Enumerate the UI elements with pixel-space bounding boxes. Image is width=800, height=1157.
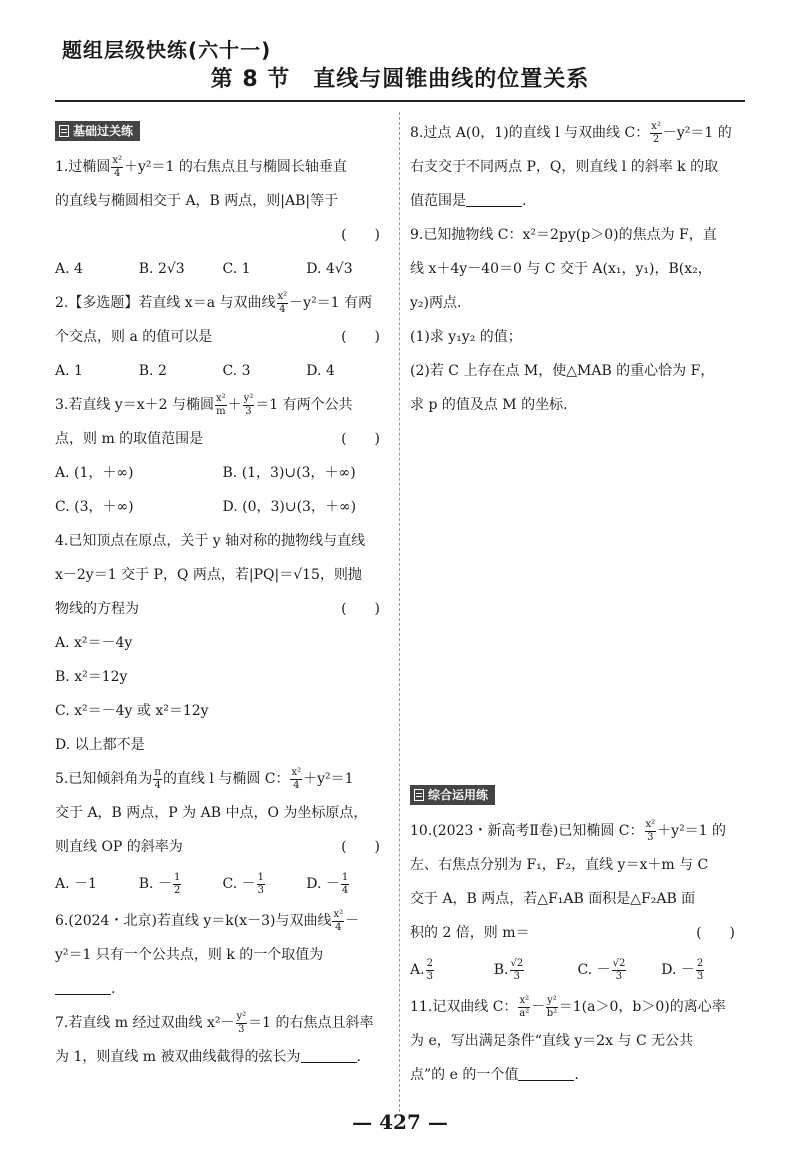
option-a: A. －1	[55, 876, 97, 892]
page-number: — 427 —	[352, 1110, 448, 1134]
options	[410, 950, 745, 990]
option-d: D. (0，3)∪(3，＋∞)	[222, 499, 357, 515]
question-5: 5.已知倾斜角为 $\frac{\pi}{4}$ 的直线 l 与椭圆 C： $\frac{\text{x²}}{4}$ ＋y²＝1 交于 A，B 两点，P 为 AB 中点，O 为坐标原点， 则直线 OP 的斜率为 ( ) A. －1 B. － $\frac{1}{2}$ C. － $\frac{1}{3}$ D. － $\frac{1}{4}$	[55, 762, 390, 904]
fraction: $\frac{\text{x²}}{4}$	[112, 154, 123, 179]
question-7: 7.若直线 m 经过双曲线 x²－ $\frac{\text{y²}}{3}$ ＝1 的右焦点且斜率 为 1，则直线 m 被双曲线截得的弦长为 .	[55, 1010, 374, 1065]
answer-paren: ( )	[341, 839, 380, 855]
answer-paren: ( )	[341, 329, 380, 345]
question-6: 6.(2024・北京)若直线 y＝k(x－3)与双曲线 $\frac{\text{x²}}{4}$ － y²＝1 只有一个公共点，则 k 的一个取值为 .	[55, 908, 360, 997]
options	[55, 354, 390, 388]
section-comprehensive: 综合运用练	[410, 785, 495, 805]
option-d: D. － $\frac{2}{3}$	[661, 957, 704, 982]
option-b: B. $\frac{√2}{3}$	[493, 957, 524, 982]
answer-blank[interactable]	[518, 1066, 574, 1081]
answer-space	[410, 422, 745, 780]
option-c: C. － $\frac{√2}{3}$	[577, 957, 626, 982]
notebook-icon	[414, 789, 424, 801]
page-title: 第 8 节 直线与圆锥曲线的位置关系	[210, 67, 590, 92]
answer-blank[interactable]	[466, 192, 522, 207]
answer-paren: ( )	[341, 431, 380, 447]
question-2: 2.【多选题】若直线 x＝a 与双曲线 $\frac{\text{x²}}{4}$ －y²＝1 有两 个交点，则 a 的值可以是 ( ) A. 1 B. 2 C. 3 D. 4	[55, 286, 390, 388]
question-3: 3.若直线 y＝x＋2 与椭圆 $\frac{\text{x²}}{m}$ ＋ $\frac{\text{y²}}{3}$ ＝1 有两个公共 点，则 m 的取值范围是 ( ) A. (1，＋∞) B. (1，3)∪(3，＋∞) C. (3，＋∞) D. (0，3)∪(3，＋∞)	[55, 388, 390, 524]
option-c: C. (3，＋∞)	[55, 499, 134, 515]
option-c: C. x²＝－4y 或 x²＝12y	[55, 703, 209, 719]
option-a: A. (1，＋∞)	[55, 465, 134, 481]
answer-blank[interactable]	[301, 1048, 357, 1063]
options	[55, 864, 390, 904]
series-title: 题组层级快练(六十一)	[62, 38, 272, 62]
option-c: C. 3	[222, 363, 251, 379]
option-b: B. 2	[138, 363, 167, 379]
option-c: C. 1	[222, 261, 251, 277]
option-a: A. $\frac{2}{3}$	[410, 957, 433, 982]
part-2: (2)若 C 上存在点 M，使△MAB 的重心恰为 F，	[410, 363, 715, 379]
notebook-icon	[59, 125, 69, 137]
option-c: C. － $\frac{1}{3}$	[222, 871, 264, 896]
option-a: A. 4	[55, 261, 83, 277]
option-d: D. 以上都不是	[55, 737, 145, 753]
section-basic: 基础过关练	[55, 121, 140, 141]
part-1: (1)求 y₁y₂ 的值；	[410, 329, 522, 345]
right-column	[410, 116, 745, 1092]
option-b: B. － $\frac{1}{2}$	[138, 871, 181, 896]
title-rule	[55, 100, 745, 102]
question-4: 4.已知顶点在原点，关于 y 轴对称的抛物线与直线 x－2y＝1 交于 P，Q 两点，若|PQ|＝√15，则抛 物线的方程为 ( ) A. x²＝－4y B. x²＝12y C. x²＝－4y 或 x²＝12y D. 以上都不是	[55, 524, 390, 762]
option-a: A. 1	[55, 363, 83, 379]
answer-paren: ( )	[341, 601, 380, 617]
left-column	[55, 116, 390, 1074]
option-b: B. (1，3)∪(3，＋∞)	[222, 465, 356, 481]
option-d: D. 4	[306, 363, 335, 379]
option-b: B. x²＝12y	[55, 669, 128, 685]
answer-paren: ( )	[696, 925, 735, 941]
option-d: D. － $\frac{1}{4}$	[306, 871, 349, 896]
options	[55, 456, 390, 524]
option-d: D. 4√3	[306, 261, 353, 277]
question-11: 11.记双曲线 C： $\frac{\text{x²}}{\text{a²}}$ － $\frac{\text{y²}}{\text{b²}}$ ＝1(a＞0，b＞0)的离心率 为 e，写出满足条件“直线 y＝2x 与 C 无公共 点”的 e 的一个值 .	[410, 994, 726, 1083]
option-a: A. x²＝－4y	[55, 635, 133, 651]
question-9: 9.已知抛物线 C：x²＝2py(p＞0)的焦点为 F，直 线 x＋4y－40＝0 与 C 交于 A(x₁，y₁)，B(x₂， y₂)两点. (1)求 y₁y₂ 的值； (2)若 C 上存在点 M，使△MAB 的重心恰为 F， 求 p 的值及点 M 的坐标.	[410, 218, 745, 422]
column-divider	[399, 112, 400, 1112]
answer-blank[interactable]	[55, 980, 111, 995]
answer-paren: ( )	[341, 227, 380, 243]
option-b: B. 2√3	[138, 261, 185, 277]
question-8: 8.过点 A(0，1)的直线 l 与双曲线 C： $\frac{\text{x²}}{2}$ －y²＝1 的 右支交于不同两点 P，Q，则直线 l 的斜率 k 的取 值范围是 .	[410, 120, 732, 209]
options	[55, 252, 390, 286]
question-10: 10.(2023・新高考Ⅱ卷)已知椭圆 C： $\frac{\text{x²}}{3}$ ＋y²＝1 的 左、右焦点分别为 F₁，F₂，直线 y＝x＋m 与 C 交于 A，B 两点，若△F₁AB 面积是△F₂AB 面 积的 2 倍，则 m＝ ( ) A. $\frac{2}{3}$ B. $\frac{√2}{3}$ C. － $\frac{√2}{3}$ D. － $\frac{2}{3}$	[410, 814, 745, 990]
question-1: 1.过椭圆 $\frac{\text{x²}}{4}$ ＋y²＝1 的右焦点且与椭圆长轴垂直 的直线与椭圆相交于 A，B 两点，则|AB|等于 ( ) A. 4 B. 2√3 C. 1 D. 4√3	[55, 150, 390, 286]
